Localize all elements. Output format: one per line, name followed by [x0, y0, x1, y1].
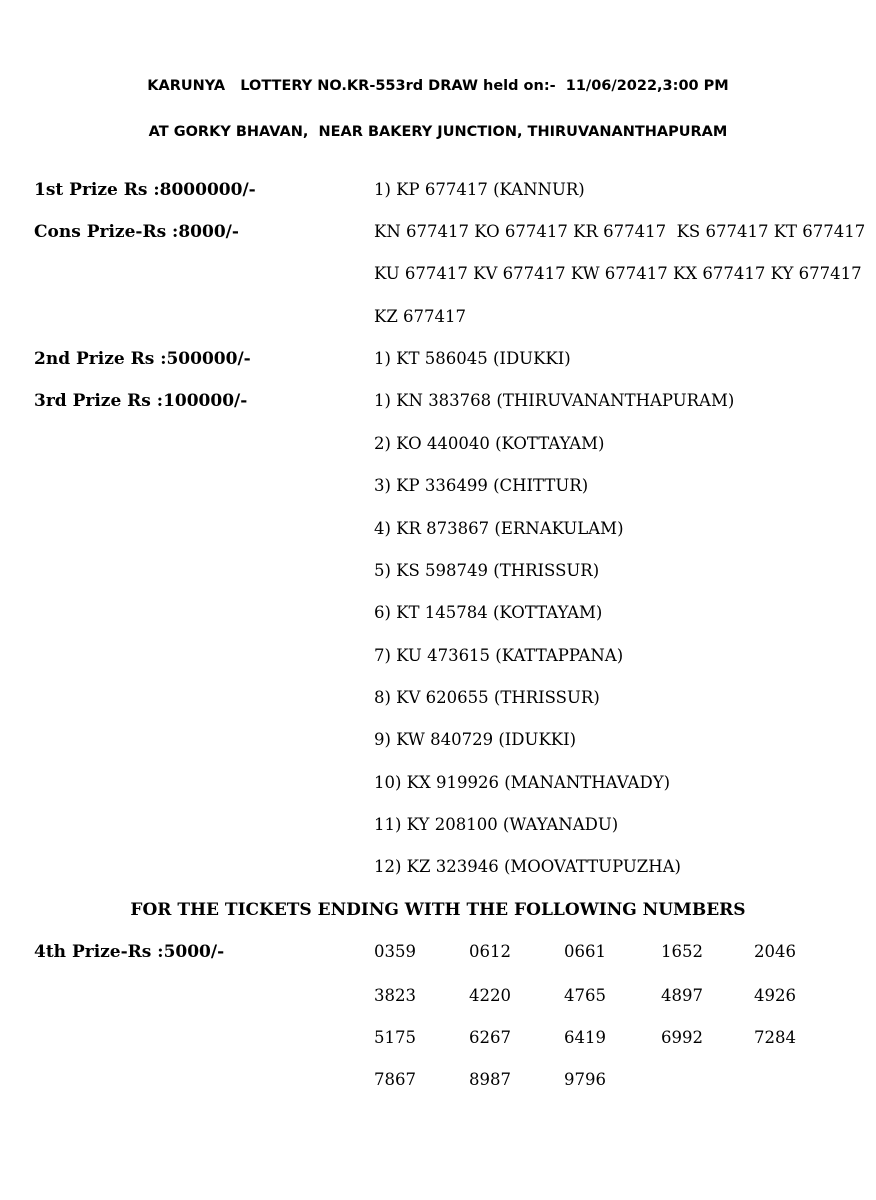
third-prize-winner: 4) KR 873867 (ERNAKULAM) — [374, 519, 624, 538]
cons-prize-label: Cons Prize-Rs :8000/- — [34, 222, 239, 242]
fourth-prize-number: 4765 — [564, 986, 606, 1005]
fourth-prize-number: 6419 — [564, 1028, 606, 1047]
third-prize-winner: 11) KY 208100 (WAYANADU) — [374, 815, 619, 834]
fourth-prize-number: 0612 — [469, 942, 511, 961]
fourth-prize-number: 8987 — [469, 1070, 511, 1089]
third-prize-winner: 3) KP 336499 (CHITTUR) — [374, 476, 589, 495]
fourth-prize-number: 7284 — [754, 1028, 796, 1047]
fourth-prize-number: 7867 — [374, 1070, 416, 1089]
fourth-prize-number: 1652 — [661, 942, 703, 961]
third-prize-winner: 12) KZ 323946 (MOOVATTUPUZHA) — [374, 857, 681, 876]
fourth-prize-number: 3823 — [374, 986, 416, 1005]
third-prize-winner: 8) KV 620655 (THRISSUR) — [374, 688, 600, 707]
cons-prize-line: KZ 677417 — [374, 307, 467, 326]
fourth-prize-number: 4220 — [469, 986, 511, 1005]
second-prize-winner: 1) KT 586045 (IDUKKI) — [374, 349, 571, 368]
draw-venue: AT GORKY BHAVAN, NEAR BAKERY JUNCTION, THIRUVANANTHAPURAM — [148, 124, 728, 140]
second-prize-label: 2nd Prize Rs :500000/- — [34, 349, 251, 369]
endings-heading: FOR THE TICKETS ENDING WITH THE FOLLOWING NUMBERS — [130, 900, 746, 920]
third-prize-winner: 10) KX 919926 (MANANTHAVADY) — [374, 773, 671, 792]
draw-title: KARUNYA LOTTERY NO.KR-553rd DRAW held on:- 11/06/2022,3:00 PM — [147, 78, 729, 94]
third-prize-winner: 6) KT 145784 (KOTTAYAM) — [374, 603, 603, 622]
third-prize-label: 3rd Prize Rs :100000/- — [34, 391, 248, 411]
fourth-prize-number: 0359 — [374, 942, 416, 961]
fourth-prize-label: 4th Prize-Rs :5000/- — [34, 942, 225, 962]
fourth-prize-number: 4926 — [754, 986, 796, 1005]
fourth-prize-number: 6267 — [469, 1028, 511, 1047]
fourth-prize-number: 9796 — [564, 1070, 606, 1089]
third-prize-winner: 5) KS 598749 (THRISSUR) — [374, 561, 600, 580]
first-prize-label: 1st Prize Rs :8000000/- — [34, 180, 256, 200]
fourth-prize-number: 4897 — [661, 986, 703, 1005]
third-prize-winner: 7) KU 473615 (KATTAPPANA) — [374, 646, 624, 665]
fourth-prize-number: 2046 — [754, 942, 796, 961]
third-prize-winner: 1) KN 383768 (THIRUVANANTHAPURAM) — [374, 391, 735, 410]
fourth-prize-number: 0661 — [564, 942, 606, 961]
fourth-prize-number: 5175 — [374, 1028, 416, 1047]
cons-prize-line: KN 677417 KO 677417 KR 677417 KS 677417 KT 677417 — [374, 222, 866, 241]
fourth-prize-number: 6992 — [661, 1028, 703, 1047]
third-prize-winner: 2) KO 440040 (KOTTAYAM) — [374, 434, 605, 453]
third-prize-winner: 9) KW 840729 (IDUKKI) — [374, 730, 577, 749]
cons-prize-line: KU 677417 KV 677417 KW 677417 KX 677417 KY 677417 — [374, 264, 862, 283]
first-prize-winner: 1) KP 677417 (KANNUR) — [374, 180, 585, 199]
